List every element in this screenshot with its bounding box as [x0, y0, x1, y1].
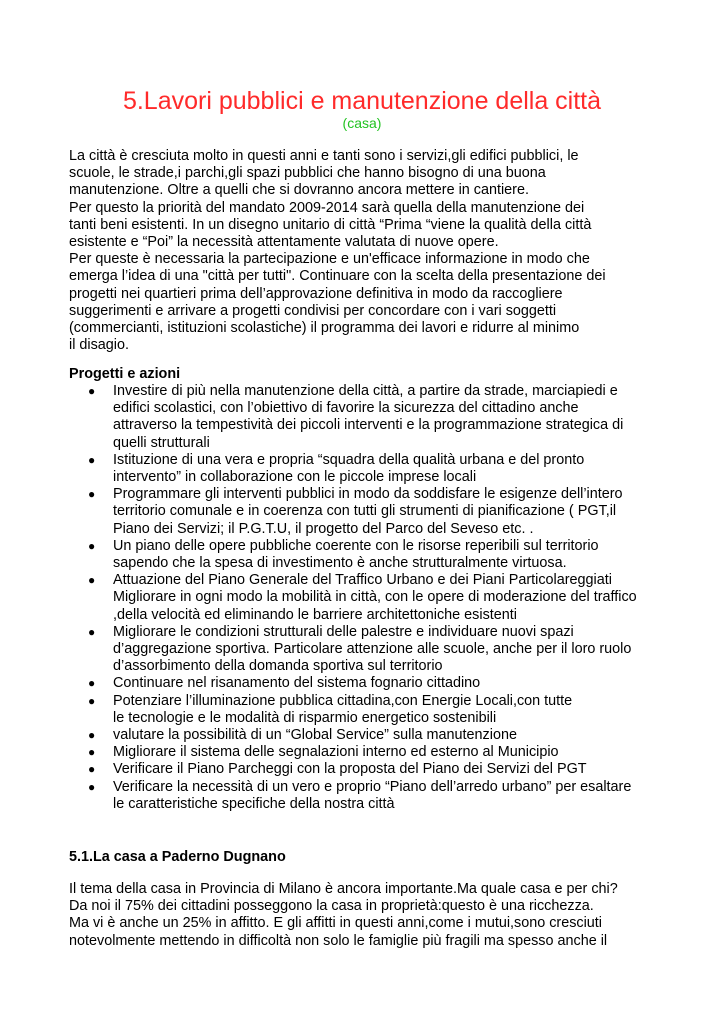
closing-paragraph — [69, 881, 649, 950]
list-item — [69, 572, 669, 624]
intro-line: esistente e “Poi” la necessità attentamente valutata di nuove opere. — [69, 234, 499, 251]
section-heading: Progetti e azioni — [69, 366, 181, 382]
bullet-icon: ● — [88, 452, 96, 467]
list-item-line: Programmare gli interventi pubblici in modo da soddisfare le esigenze dell’intero — [113, 486, 623, 503]
list-item-line: le caratteristiche specifiche della nostra città — [113, 795, 395, 812]
intro-line: manutenzione. Oltre a quelli che si dovranno ancora mettere in cantiere. — [69, 182, 529, 199]
intro-line: scuole, le strade,i parchi,gli spazi pubblici che hanno bisogno di una buona — [69, 165, 546, 182]
intro-line: La città è cresciuta molto in questi anni e tanti sono i servizi,gli edifici pubblici, le — [69, 148, 579, 164]
list-item — [69, 383, 669, 452]
bullet-icon: ● — [88, 779, 96, 794]
subsection-heading: 5.1.La casa a Paderno Dugnano — [69, 849, 286, 865]
list-item — [69, 452, 669, 486]
list-item-line: Continuare nel risanamento del sistema fognario cittadino — [113, 675, 481, 692]
list-item-line: quelli strutturali — [113, 434, 210, 451]
closing-line: Ma vi è anche un 25% in affitto. E gli affitti in questi anni,come i mutui,sono cresciuti — [69, 915, 603, 932]
list-item — [69, 624, 669, 676]
list-item — [69, 538, 669, 572]
list-item-line: Attuazione del Piano Generale del Traffico Urbano e dei Piani Particolareggiati — [113, 572, 612, 589]
page-title: 5.Lavori pubblici e manutenzione della città — [122, 87, 602, 115]
list-item — [69, 779, 669, 813]
bullet-icon: ● — [88, 728, 96, 743]
list-item-line: Migliorare il sistema delle segnalazioni interno ed esterno al Municipio — [113, 744, 559, 761]
intro-line: suggerimenti e arrivare a progetti condivisi per concordare con i vari soggetti — [69, 302, 557, 319]
intro-line: Per questo la priorità del mandato 2009-2014 sarà quella della manutenzione dei — [69, 199, 585, 216]
list-item-line: d’assorbimento della domanda sportiva sul territorio — [113, 658, 443, 675]
list-item — [69, 744, 669, 761]
bullet-icon: ● — [88, 693, 96, 708]
list-item-line: Un piano delle opere pubbliche coerente con le risorse reperibili sul territorio — [113, 537, 599, 554]
intro-line: il disagio. — [69, 337, 129, 354]
intro-paragraph — [69, 148, 649, 354]
list-item-line: intervento” in collaborazione con le piccole imprese locali — [113, 469, 477, 486]
bullet-icon: ● — [88, 384, 96, 398]
list-item-line: attraverso la tempestività dei piccoli interventi e la programmazione strategica di — [113, 417, 624, 434]
closing-line: Il tema della casa in Provincia di Milano è ancora importante.Ma quale casa e per chi? — [69, 881, 618, 897]
page-subtitle: (casa) — [342, 115, 382, 131]
list-item-line: Istituzione di una vera e propria “squadra della qualità urbana e del pronto — [113, 451, 585, 468]
closing-line: Da noi il 75% dei cittadini posseggono la casa in proprietà:questo è una ricchezza. — [69, 898, 594, 915]
bullet-icon: ● — [88, 676, 96, 691]
intro-line: (commercianti, istituzioni scolastiche) il programma dei lavori e ridurre al minimo — [69, 320, 580, 337]
list-item-line: ,della velocità ed eliminando le barriere architettoniche esistenti — [113, 606, 517, 623]
intro-line: emerga l’idea di una "città per tutti". Continuare con la scelta della presentazione dei — [69, 268, 606, 285]
intro-line: Per queste è necessaria la partecipazione e un'efficace informazione in modo che — [69, 251, 590, 268]
closing-line: notevolmente mettendo in difficoltà non solo le famiglie più fragili ma spesso anche il — [69, 932, 608, 949]
actions-list — [69, 383, 669, 813]
list-item-line: Verificare il Piano Parcheggi con la proposta del Piano dei Servizi del PGT — [113, 761, 587, 778]
list-item-line: territorio comunale e in coerenza con tutti gli strumenti di pianificazione ( PGT,il — [113, 503, 617, 520]
bullet-icon: ● — [88, 538, 96, 553]
bullet-icon: ● — [88, 573, 96, 588]
list-item-line: valutare la possibilità di un “Global Service” sulla manutenzione — [113, 727, 517, 744]
list-item — [69, 761, 669, 778]
list-item-line: Investire di più nella manutenzione della città, a partire da strade, marciapiedi e — [113, 383, 618, 399]
list-item — [69, 693, 669, 727]
list-item — [69, 675, 669, 692]
list-item-line: le tecnologie e le modalità di risparmio energetico sostenibili — [113, 709, 497, 726]
bullet-icon: ● — [88, 624, 96, 639]
list-item-line: Migliorare le condizioni strutturali delle palestre e individuare nuovi spazi — [113, 623, 574, 640]
list-item-line: d’aggregazione sportiva. Particolare attenzione alle scuole, anche per il loro ruolo — [113, 641, 632, 658]
list-item-line: Piano dei Servizi; il P.G.T.U, il progetto del Parco del Seveso etc. . — [113, 520, 534, 537]
bullet-icon: ● — [88, 487, 96, 502]
intro-line: tanti beni esistenti. In un disegno unitario di città “Prima “viene la qualità della città — [69, 216, 592, 233]
list-item-line: Migliorare in ogni modo la mobilità in città, con le opere di moderazione del traffico — [113, 589, 637, 606]
list-item — [69, 486, 669, 538]
intro-line: progetti nei quartieri prima dell’approvazione definitiva in modo da raccogliere — [69, 285, 563, 302]
list-item-line: Potenziare l’illuminazione pubblica cittadina,con Energie Locali,con tutte — [113, 692, 573, 709]
list-item-line: Verificare la necessità di un vero e proprio “Piano dell’arredo urbano” per esaltare — [113, 778, 632, 795]
bullet-icon: ● — [88, 762, 96, 777]
list-item — [69, 727, 669, 744]
bullet-icon: ● — [88, 745, 96, 760]
list-item-line: edifici scolastici, con l’obiettivo di favorire la sicurezza del cittadino anche — [113, 400, 579, 417]
list-item-line: sapendo che la spesa di investimento è anche strutturalmente virtuosa. — [113, 555, 567, 572]
